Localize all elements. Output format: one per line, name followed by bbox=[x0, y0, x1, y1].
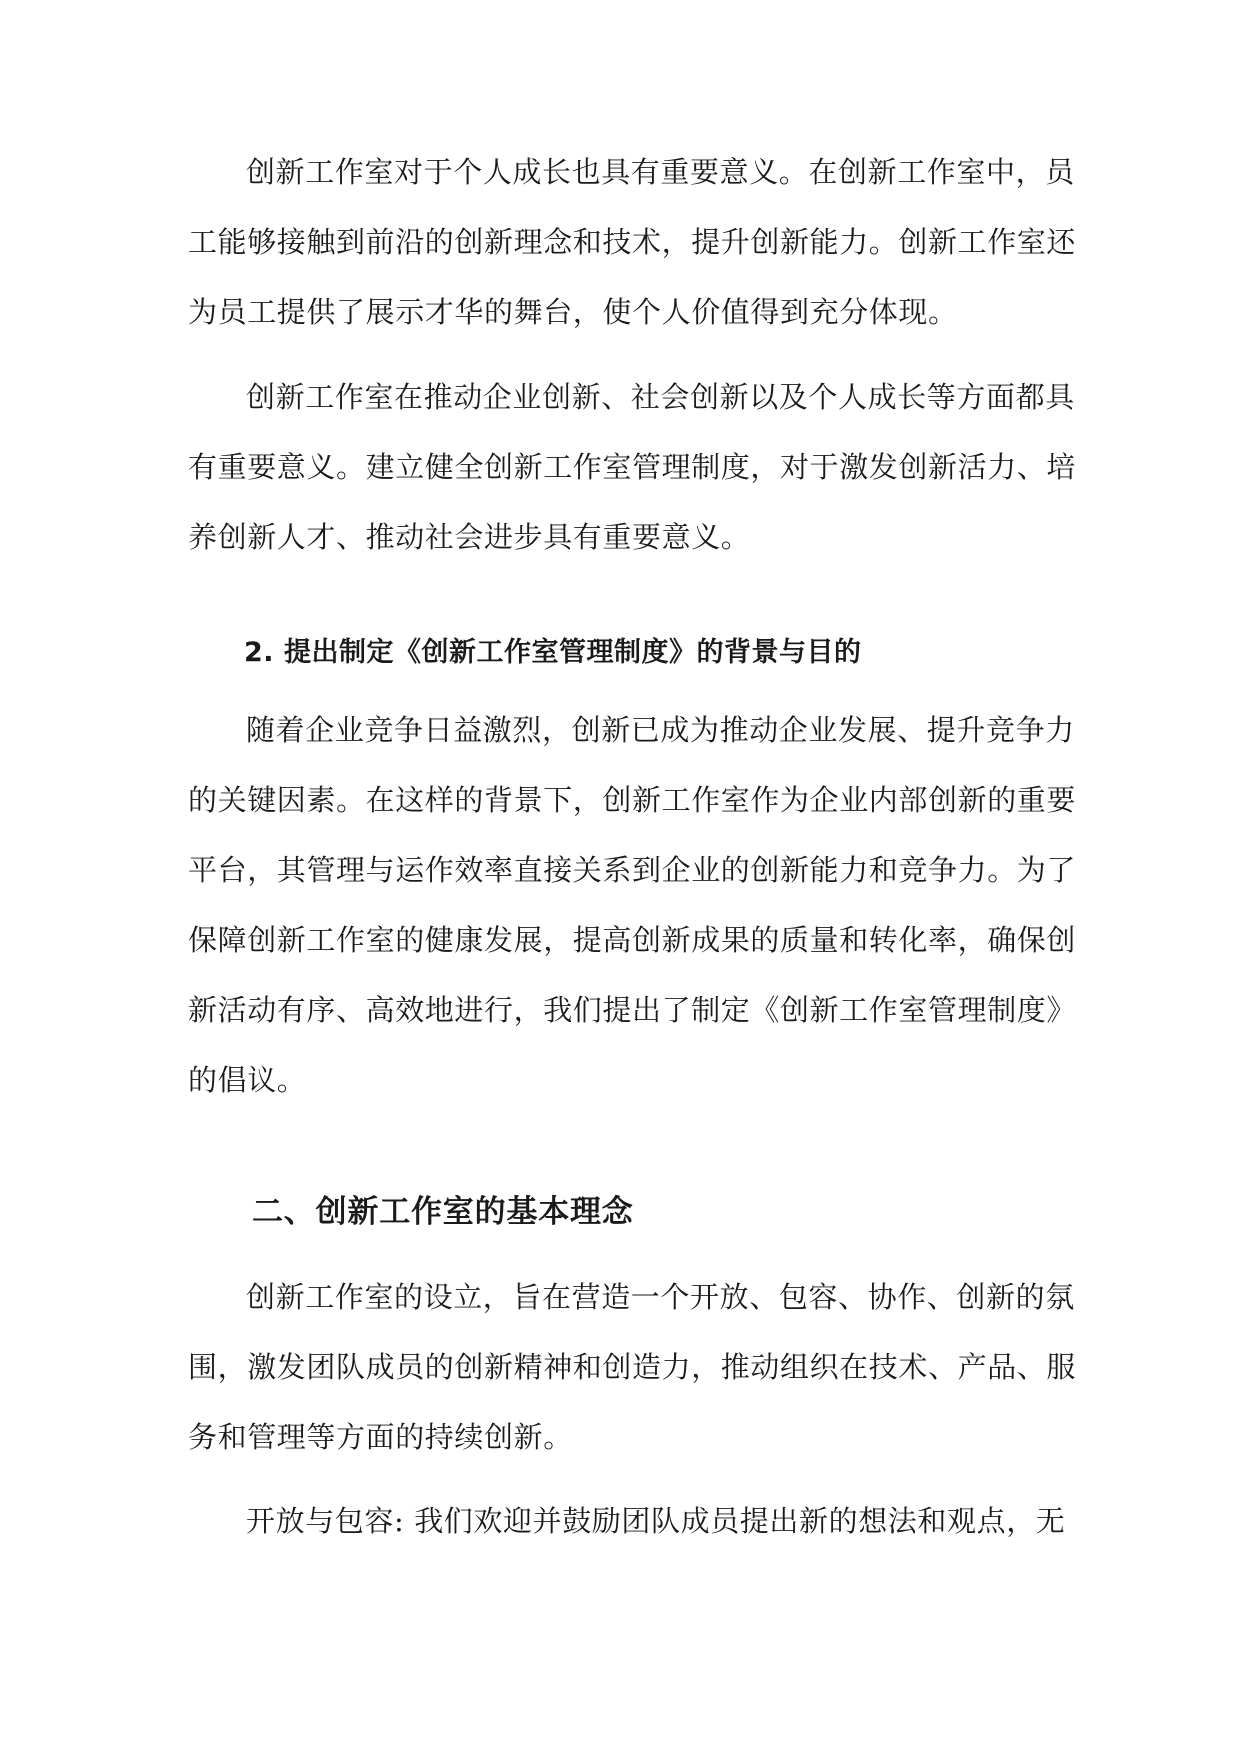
paragraph-3-line-4: 保障创新工作室的健康发展，提高创新成果的质量和转化率，确保创 bbox=[188, 923, 1077, 957]
paragraph-5-line-1: 开放与包容: 我们欢迎并鼓励团队成员提出新的想法和观点，无 bbox=[246, 1504, 1066, 1538]
paragraph-4-line-3: 务和管理等方面的持续创新。 bbox=[188, 1420, 573, 1454]
paragraph-1-line-3: 为员工提供了展示才华的舞台，使个人价值得到充分体现。 bbox=[188, 295, 958, 329]
paragraph-2-line-3: 养创新人才、推动社会进步具有重要意义。 bbox=[188, 520, 751, 554]
paragraph-2-line-2: 有重要意义。建立健全创新工作室管理制度，对于激发创新活力、培 bbox=[188, 450, 1077, 484]
section-heading: 二、创新工作室的基本理念 bbox=[252, 1194, 634, 1230]
section-subheading: 2. 提出制定《创新工作室管理制度》的背景与目的 bbox=[244, 637, 862, 668]
paragraph-1-line-1: 创新工作室对于个人成长也具有重要意义。在创新工作室中，员 bbox=[246, 155, 1075, 189]
paragraph-3-line-3: 平台，其管理与运作效率直接关系到企业的创新能力和竞争力。为了 bbox=[188, 853, 1077, 887]
paragraph-1-line-2: 工能够接触到前沿的创新理念和技术，提升创新能力。创新工作室还 bbox=[188, 225, 1077, 259]
paragraph-3-line-1: 随着企业竞争日益激烈，创新已成为推动企业发展、提升竞争力 bbox=[246, 713, 1075, 747]
paragraph-4-line-2: 围，激发团队成员的创新精神和创造力，推动组织在技术、产品、服 bbox=[188, 1350, 1077, 1384]
paragraph-2-line-1: 创新工作室在推动企业创新、社会创新以及个人成长等方面都具 bbox=[246, 380, 1075, 414]
paragraph-3-line-5: 新活动有序、高效地进行，我们提出了制定《创新工作室管理制度》 bbox=[188, 993, 1077, 1027]
paragraph-3-line-2: 的关键因素。在这样的背景下，创新工作室作为企业内部创新的重要 bbox=[188, 783, 1077, 817]
paragraph-4-line-1: 创新工作室的设立，旨在营造一个开放、包容、协作、创新的氛 bbox=[246, 1280, 1075, 1314]
paragraph-3-line-6: 的倡议。 bbox=[188, 1063, 307, 1097]
